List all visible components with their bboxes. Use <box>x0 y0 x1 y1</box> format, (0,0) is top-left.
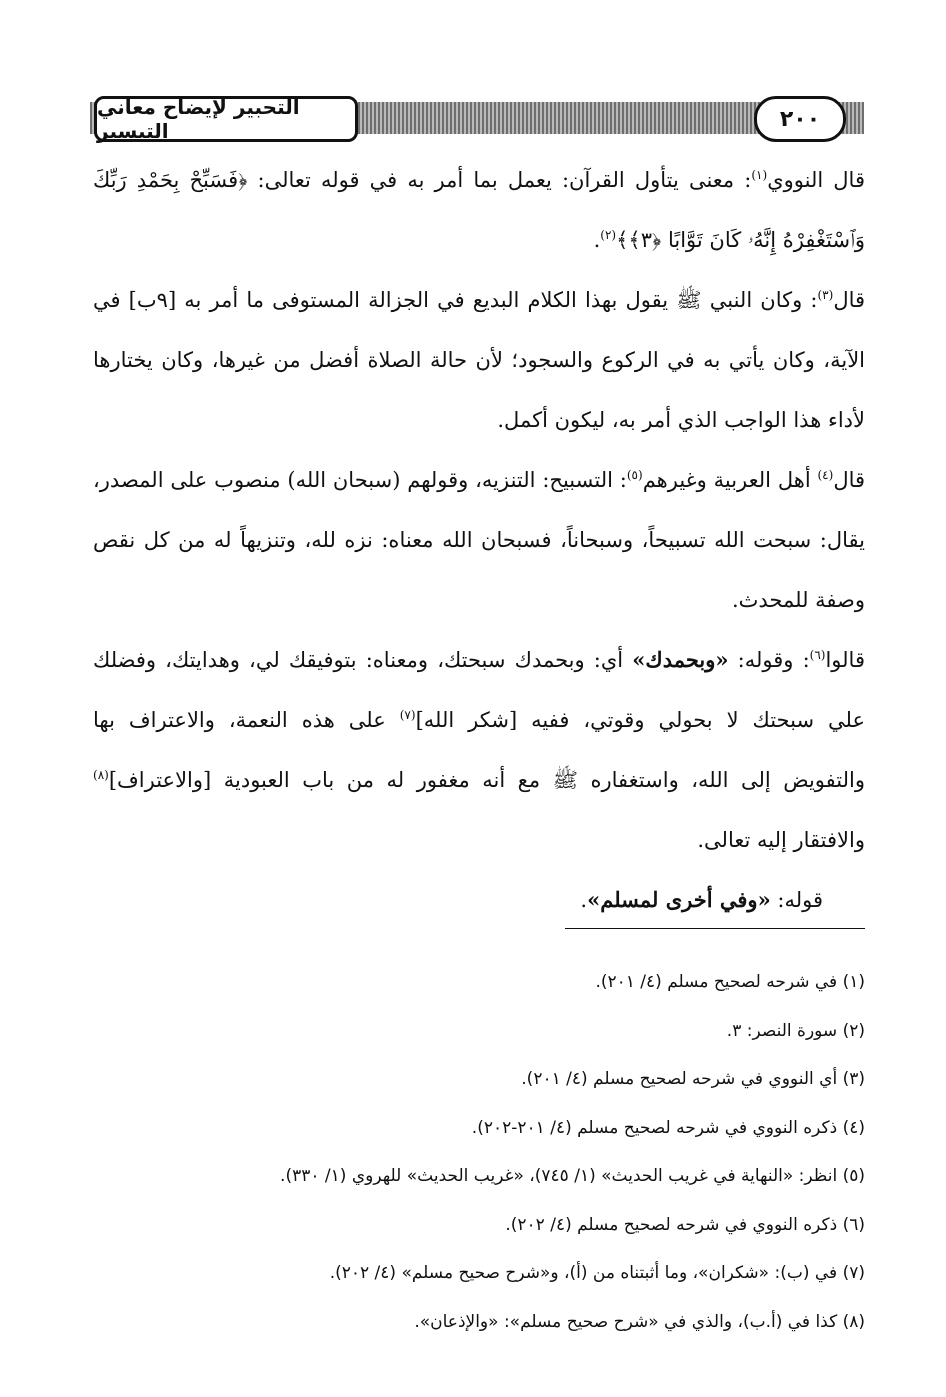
footnote-divider <box>565 928 865 929</box>
text-run: قوله: <box>770 888 823 912</box>
footnote-item: (٨) كذا في (أ.ب)، والذي في «شرح صحيح مسلم»: «والإذعان». <box>414 1311 865 1332</box>
paragraph-2 <box>93 270 865 450</box>
footnote-item: (٦) ذكره النووي في شرحه لصحيح مسلم (٤/ ٢٠٢). <box>505 1214 865 1235</box>
footnote-item: (٣) أي النووي في شرحه لصحيح مسلم (٤/ ٢٠١). <box>521 1069 865 1089</box>
hadith-quote: «وفي أخرى لمسلم» <box>587 887 771 912</box>
paragraph-3 <box>93 450 865 630</box>
footnote-item: (٥) انظر: «النهاية في غريب الحديث» (١/ ٧٤٥)، «غريب الحديث» للهروي (١/ ٣٣٠). <box>280 1166 865 1186</box>
page-number: ٢٠٠ <box>754 96 846 142</box>
main-text <box>93 150 865 930</box>
text-run: على هذه النعمة، والاعتراف بها والتفويض إلى الله، واستغفاره ﷺ مع أنه مغفور له من باب العبودية [والاعتراف] <box>93 708 865 792</box>
text-run: قال النووي <box>767 168 865 192</box>
footnote-ref: (٤) <box>817 468 834 482</box>
text-run: قال <box>833 468 866 492</box>
text-run: : وقوله: <box>728 648 810 672</box>
footnote-item: (٤) ذكره النووي في شرحه لصحيح مسلم (٤/ ٢٠١-٢٠٢). <box>471 1117 865 1138</box>
text-run: : وكان النبي ﷺ يقول بهذا الكلام البديع في الجزالة المستوفى ما أمر به [٩ب] في الآية، وكان يأتي به في الركوع والسجود؛ لأن حالة الصلاة أفضل من غيرها، وكان يختارها لأداء هذا الواجب الذي أمر به، ليكون أكمل. <box>93 288 865 432</box>
text-run: أهل العربية وغيرهم <box>642 468 818 492</box>
footnotes <box>93 958 865 1346</box>
footnote-ref: (١) <box>751 168 768 182</box>
page-header <box>90 96 864 142</box>
footnote-ref: (٧) <box>399 708 416 722</box>
paragraph-1 <box>93 150 865 270</box>
footnote-ref: (٦) <box>809 648 826 662</box>
quran-verse-text: : معنى يتأول القرآن: يعمل بما أمر به في قوله تعالى: ﴿فَسَبِّحْ بِحَمْدِ رَبِّكَ وَٱسْتَغْفِرْهُ إِنَّهُۥ كَانَ تَوَّابًا ﴿٣﴾﴾ <box>93 168 865 252</box>
text-run: . <box>580 888 588 912</box>
hadith-quote: «وبحمدك» <box>632 647 729 672</box>
paragraph-4 <box>93 630 865 870</box>
text-run: . <box>593 228 601 252</box>
footnote-ref: (٨) <box>93 768 109 782</box>
book-title: التحبير لإيضاح معاني التيسير <box>94 96 358 142</box>
paragraph-5 <box>93 870 865 930</box>
footnote-item: (٢) سورة النصر: ٣. <box>726 1020 865 1041</box>
footnote-ref: (٥) <box>626 468 643 482</box>
text-run: أي: وبحمدك سبحتك، ومعناه: بتوفيقك لي، وهدايتك، وفضلك علي سبحتك لا بحولي وقوتي، ففيه [شكر الله] <box>93 648 865 732</box>
text-run: قال <box>833 288 866 312</box>
text-run: : التسبيح: التنزيه، وقولهم (سبحان الله) منصوب على المصدر، يقال: سبحت الله تسبيحاً، وسبحاناً، فسبحان الله معناه: نزه لله، وتنزيهاً له من كل نقص وصفة للمحدث. <box>93 468 865 612</box>
footnote-ref: (٢) <box>600 228 617 242</box>
text-run: والافتقار إليه تعالى. <box>697 828 865 852</box>
footnote-ref: (٣) <box>817 288 834 302</box>
footnote-item: (١) في شرحه لصحيح مسلم (٤/ ٢٠١). <box>595 972 865 992</box>
footnote-item: (٧) في (ب): «شكران»، وما أثبتناه من (أ)، و«شرح صحيح مسلم» (٤/ ٢٠٢). <box>329 1263 865 1283</box>
text-run: قالوا <box>825 648 865 672</box>
